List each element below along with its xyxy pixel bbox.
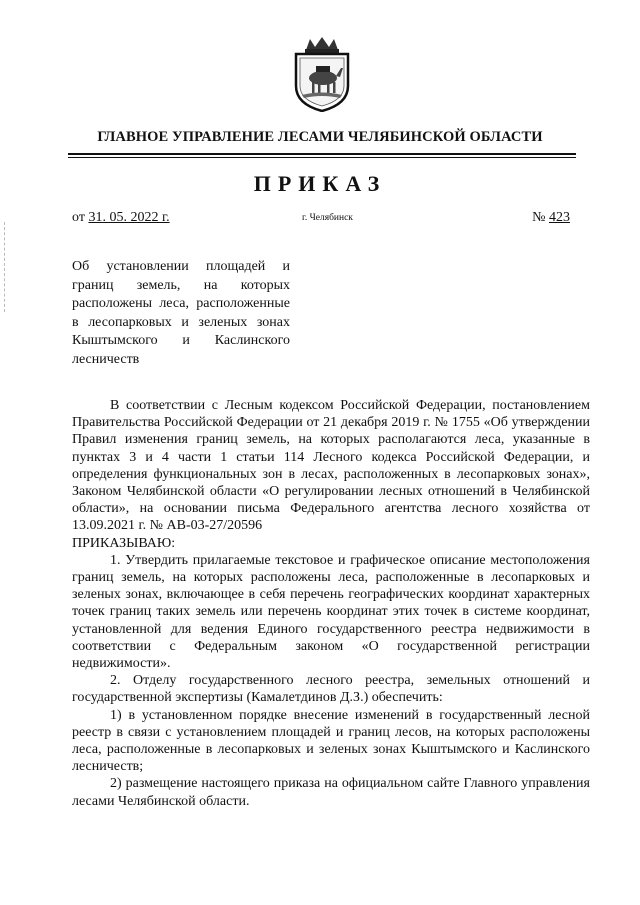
organization-title: ГЛАВНОЕ УПРАВЛЕНИЕ ЛЕСАМИ ЧЕЛЯБИНСКОЙ ОБЛАСТИ (97, 129, 543, 145)
document-body (72, 397, 590, 810)
header-rule-thick (68, 153, 576, 155)
document-number (532, 210, 570, 226)
order-item-2-2: 2) размещение настоящего приказа на официальном сайте Главного управления лесами Челябинской области. (72, 776, 590, 809)
document-city: г. Челябинск (302, 213, 353, 223)
number-prefix: № (532, 210, 546, 225)
order-item-1: 1. Утвердить прилагаемые текстовое и графическое описание местоположения границ земель, на которых расположены леса, расположенные в лесопарковых и зеленых зонах, включающее в себя перечень географических координат характерных точек границ таких земель или перечень координат этих точек в системе координат, установленной для ведения Единого государственного реестра недвижимости в соответствии с Федеральным законом «О государственной регистрации недвижимости». (72, 552, 590, 672)
document-type-title: ПРИКАЗ (253, 171, 387, 196)
order-item-2-1: 1) в установленном порядке внесение изменений в государственный лесной реестр в связи с установлением площадей и границ лесов, на которых расположены леса, расположенные в лесопарковых и зеленых зонах Кыштымского и Каслинского лесничеств; (72, 707, 590, 775)
date-value: 31. 05. 2022 г. (88, 210, 170, 225)
document-subject: Об установлении площадей и границ земель, на которых расположены леса, расположенные в лесопарковых и зеленых зонах Кыштымского и Каслинского лесничеств (72, 259, 290, 367)
preamble-paragraph: В соответствии с Лесным кодексом Российской Федерации, постановлением Правительства Российской Федерации от 21 декабря 2019 г. № 1755 «Об утверждении Правил изменения границ земель, на которых располагаются леса, указанные в пунктах 3 и 4 части 1 статьи 114 Лесного кодекса Российской Федерации, и определения функциональных зон в лесах, расположенных в лесопарковых зонах», Законом Челябинской области «О регулировании лесных отношений в Челябинской области», на основании письма Федерального агентства лесного хозяйства от 13.09.2021 г. № АВ-03-27/20596 (72, 398, 590, 534)
coat-of-arms-icon (290, 36, 354, 112)
document-date (72, 210, 170, 226)
order-word: ПРИКАЗЫВАЮ: (72, 535, 176, 551)
header-rule-thin (68, 157, 576, 158)
number-value: 423 (549, 210, 570, 225)
order-item-2: 2. Отделу государственного лесного реестра, земельных отношений и государственной экспертизы (Камалетдинов Д.З.) обеспечить: (72, 673, 590, 706)
scan-margin-mark (4, 222, 6, 312)
date-prefix: от (72, 210, 85, 225)
